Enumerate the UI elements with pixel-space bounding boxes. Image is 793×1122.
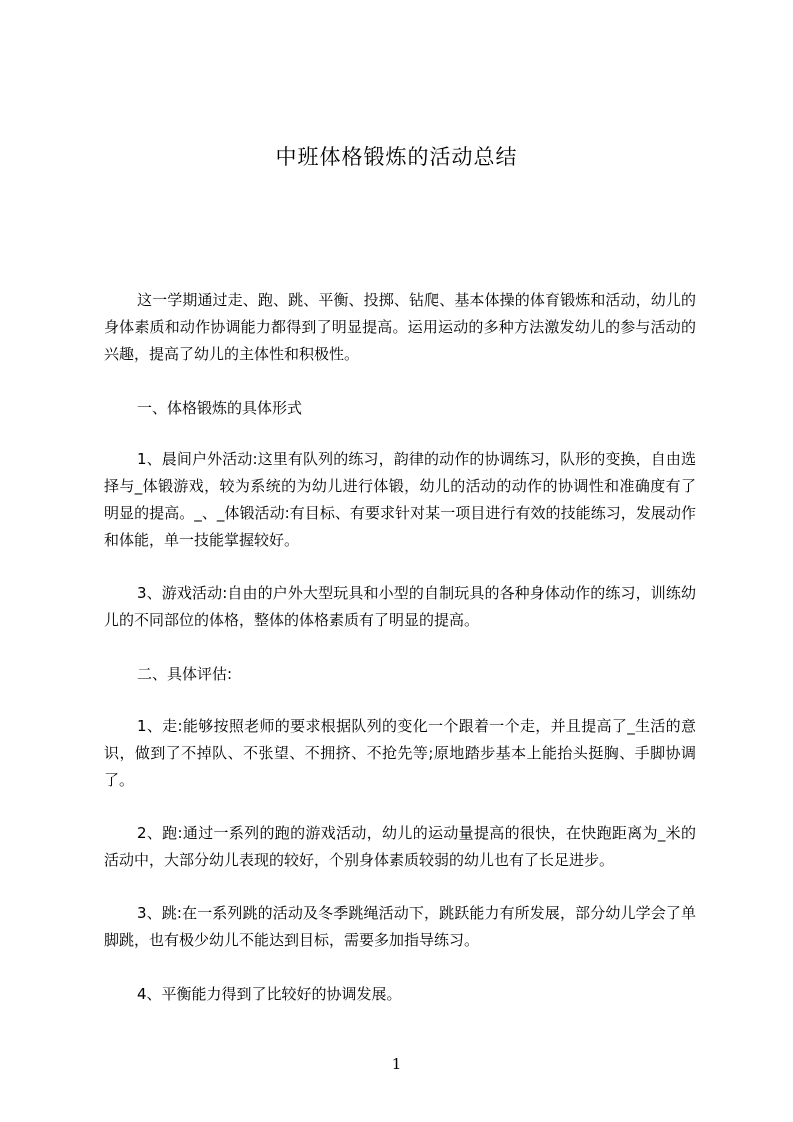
intro-paragraph: 这一学期通过走、跑、跳、平衡、投掷、钻爬、基本体操的体育锻炼和活动，幼儿的身体素质和动作协调能力都得到了明显提高。运用运动的多种方法激发幼儿的参与活动的兴趣，提高了幼儿的主体性和积极性。 — [104, 291, 696, 363]
section-heading-evaluation: 二、具体评估: — [137, 665, 233, 683]
paragraph-run: 2、跑:通过一系列的跑的游戏活动，幼儿的运动量提高的很快，在快跑距离为_米的活动中，大部分幼儿表现的较好，个别身体素质较弱的幼儿也有了长足进步。 — [104, 824, 696, 869]
paragraph-balance: 4、平衡能力得到了比较好的协调发展。 — [137, 985, 402, 1003]
paragraph-jump: 3、跳:在一系列跳的活动及冬季跳绳活动下，跳跃能力有所发展，部分幼儿学会了单脚跳，也有极少幼儿不能达到目标，需要多加指导练习。 — [104, 904, 696, 949]
paragraph-walk: 1、走:能够按照老师的要求根据队列的变化一个跟着一个走，并且提高了_生活的意识，做到了不掉队、不张望、不拥挤、不抢先等;原地踏步基本上能抬头挺胸、手脚协调了。 — [104, 717, 696, 789]
page-number: 1 — [391, 1055, 402, 1073]
paragraph-game-activity: 3、游戏活动:自由的户外大型玩具和小型的自制玩具的各种身体动作的练习，训练幼儿的不同部位的体格，整体的体格素质有了明显的提高。 — [104, 584, 696, 629]
paragraph-morning-activity: 1、晨间户外活动:这里有队列的练习，韵律的动作的协调练习，队形的变换，自由选择与_体锻游戏，较为系统的为幼儿进行体锻，幼儿的活动的动作的协调性和准确度有了明显的提高。_、_体锻活动:有目标、有要求针对某一项目进行有效的技能练习，发展动作和体能，单一技能掌握较好。 — [104, 450, 696, 549]
page-title: 中班体格锻炼的活动总结 — [275, 145, 518, 169]
section-heading-forms: 一、体格锻炼的具体形式 — [137, 399, 303, 417]
